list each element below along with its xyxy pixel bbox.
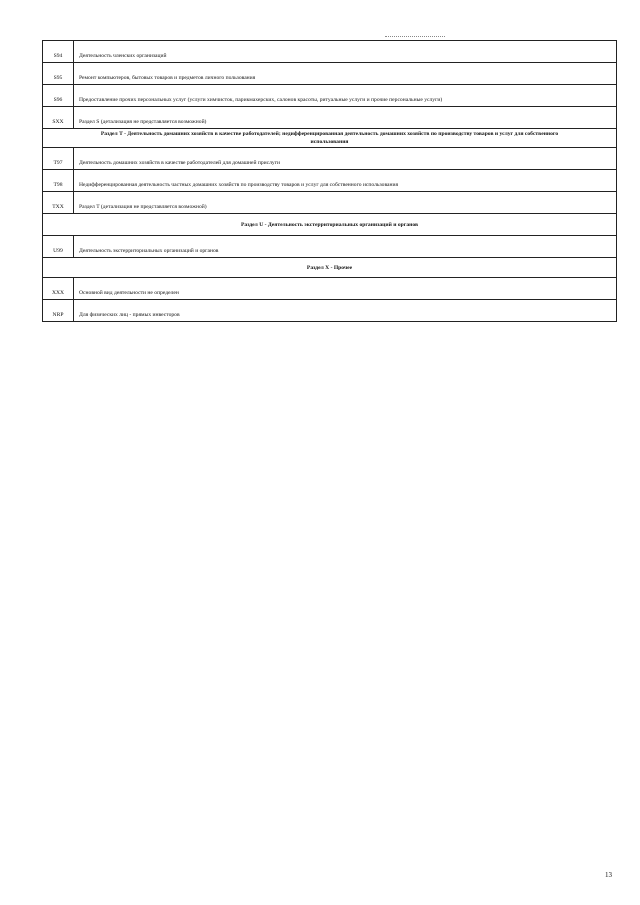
activity-codes-table: [42, 40, 617, 322]
row-description: Предоставление прочих персональных услуг (услуги химчисток, парикмахерских, салонов красоты, ритуальные услуги и прочие персональные услуги): [74, 85, 617, 107]
row-description: Раздел T (детализация не представляется возможной): [74, 192, 617, 214]
section-header-row: [43, 258, 617, 278]
table-row: [43, 63, 617, 85]
row-code: S96: [43, 85, 74, 107]
row-code: T98: [43, 170, 74, 192]
table-row: [43, 107, 617, 129]
section-header-row: [43, 129, 617, 148]
row-description: Деятельность домашних хозяйств в качестве работодателей для домашней прислуги: [74, 148, 617, 170]
table-row: [43, 300, 617, 322]
page-number: 13: [605, 871, 612, 879]
section-header-row: [43, 214, 617, 236]
section-x-heading: Раздел X - Прочее: [43, 258, 617, 278]
row-code: NRP: [43, 300, 74, 322]
table-row: [43, 236, 617, 258]
row-description: Для физических лиц - прямых инвесторов: [74, 300, 617, 322]
row-description: Деятельность членских организаций: [74, 41, 617, 63]
section-t-heading: Раздел T - Деятельность домашних хозяйств в качестве работодателей; недифференцированная деятельность домашних хозяйств по производству товаров и услуг для собственного использования: [43, 129, 617, 148]
row-code: SXX: [43, 107, 74, 129]
section-u-heading: Раздел U - Деятельность экстерриториальных организаций и органов: [43, 214, 617, 236]
table-row: [43, 85, 617, 107]
row-code: S95: [43, 63, 74, 85]
table-row: [43, 278, 617, 300]
row-description: Раздел S (детализация не представляется возможной): [74, 107, 617, 129]
row-description: Ремонт компьютеров, бытовых товаров и предметов личного пользования: [74, 63, 617, 85]
table-row: [43, 192, 617, 214]
row-description: Основной вид деятельности не определен: [74, 278, 617, 300]
row-code: TXX: [43, 192, 74, 214]
row-code: S94: [43, 41, 74, 63]
row-code: U99: [43, 236, 74, 258]
row-description: Деятельность экстерриториальных организаций и органов: [74, 236, 617, 258]
scan-mark: [385, 36, 445, 38]
row-code: XXX: [43, 278, 74, 300]
table-row: [43, 148, 617, 170]
row-description: Недифференцированная деятельность частных домашних хозяйств по производству товаров и услуг для собственного использования: [74, 170, 617, 192]
table-row: [43, 41, 617, 63]
table-row: [43, 170, 617, 192]
row-code: T97: [43, 148, 74, 170]
